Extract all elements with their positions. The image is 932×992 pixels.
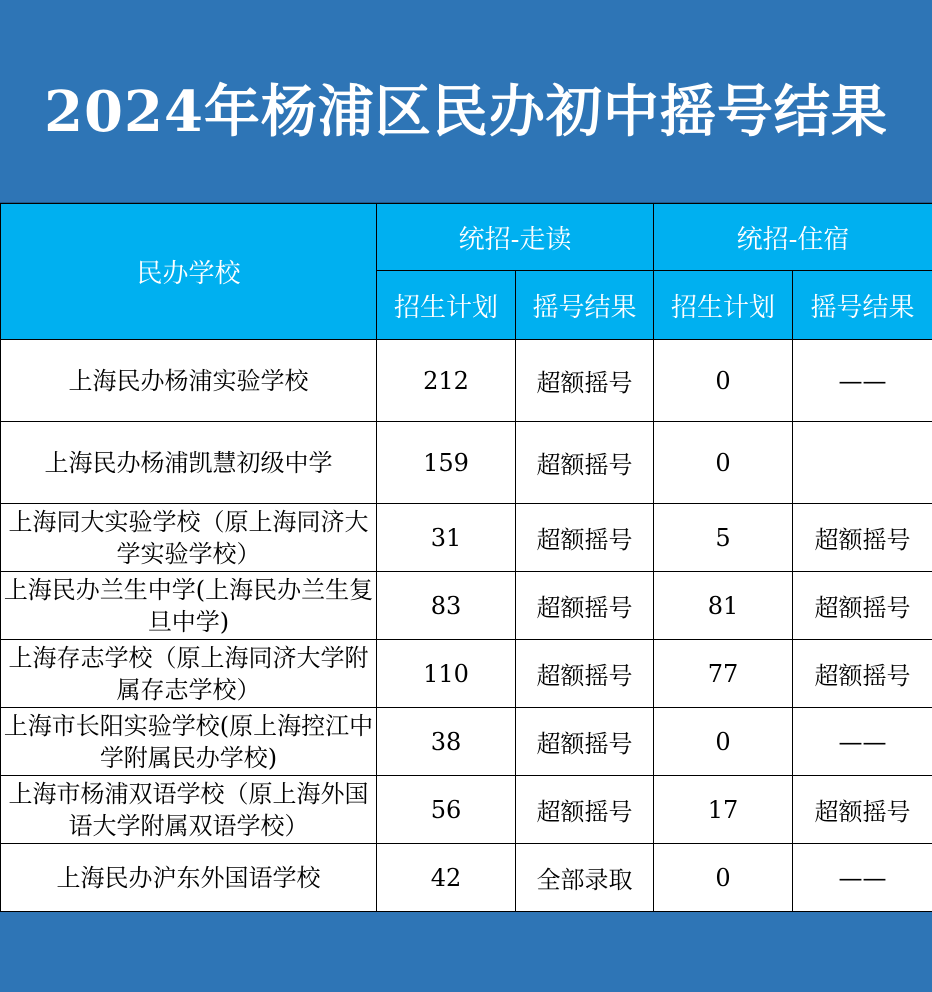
board-result: 超额摇号 [793,640,932,708]
table-row [1,340,932,422]
header-school: 民办学校 [1,204,377,340]
table-row [1,708,932,776]
table-row [1,504,932,572]
header-board-plan: 招生计划 [654,271,793,340]
header-walk-plan: 招生计划 [377,271,516,340]
footer-banner [0,922,932,992]
header-group-board: 统招-住宿 [654,204,932,271]
board-plan: 77 [654,640,793,708]
header-group-walk: 统招-走读 [377,204,654,271]
walk-result: 超额摇号 [516,572,654,640]
school-name: 上海民办兰生中学(上海民办兰生复旦中学) [1,572,377,640]
title-banner [0,0,932,203]
walk-plan: 38 [377,708,516,776]
lottery-results-table [0,203,932,912]
board-plan: 81 [654,572,793,640]
page-title: 2024年杨浦区民办初中摇号结果 [44,79,888,145]
walk-plan: 31 [377,504,516,572]
school-name: 上海同大实验学校（原上海同济大学实验学校） [1,504,377,572]
walk-result: 超额摇号 [516,776,654,844]
walk-plan: 159 [377,422,516,504]
table-row [1,776,932,844]
board-plan: 0 [654,708,793,776]
school-name: 上海市长阳实验学校(原上海控江中学附属民办学校) [1,708,377,776]
school-name: 上海存志学校（原上海同济大学附属存志学校） [1,640,377,708]
board-result: —— [793,340,932,422]
board-result: 超额摇号 [793,504,932,572]
header-row-1 [1,204,932,271]
board-plan: 0 [654,340,793,422]
table-row [1,844,932,912]
school-name: 上海民办沪东外国语学校 [1,844,377,912]
walk-result: 超额摇号 [516,504,654,572]
board-result [793,422,932,504]
board-result: —— [793,844,932,912]
table-row [1,422,932,504]
school-name: 上海民办杨浦凯慧初级中学 [1,422,377,504]
table-row [1,572,932,640]
board-result: 超额摇号 [793,776,932,844]
walk-result: 全部录取 [516,844,654,912]
board-plan: 0 [654,422,793,504]
walk-result: 超额摇号 [516,422,654,504]
walk-plan: 83 [377,572,516,640]
walk-plan: 110 [377,640,516,708]
school-name: 上海市杨浦双语学校（原上海外国语大学附属双语学校） [1,776,377,844]
board-result: 超额摇号 [793,572,932,640]
walk-plan: 212 [377,340,516,422]
board-plan: 0 [654,844,793,912]
walk-plan: 42 [377,844,516,912]
walk-result: 超额摇号 [516,640,654,708]
board-plan: 17 [654,776,793,844]
header-board-result: 摇号结果 [793,271,932,340]
school-name: 上海民办杨浦实验学校 [1,340,377,422]
table-row [1,640,932,708]
walk-result: 超额摇号 [516,340,654,422]
walk-plan: 56 [377,776,516,844]
board-plan: 5 [654,504,793,572]
header-walk-result: 摇号结果 [516,271,654,340]
walk-result: 超额摇号 [516,708,654,776]
board-result: —— [793,708,932,776]
